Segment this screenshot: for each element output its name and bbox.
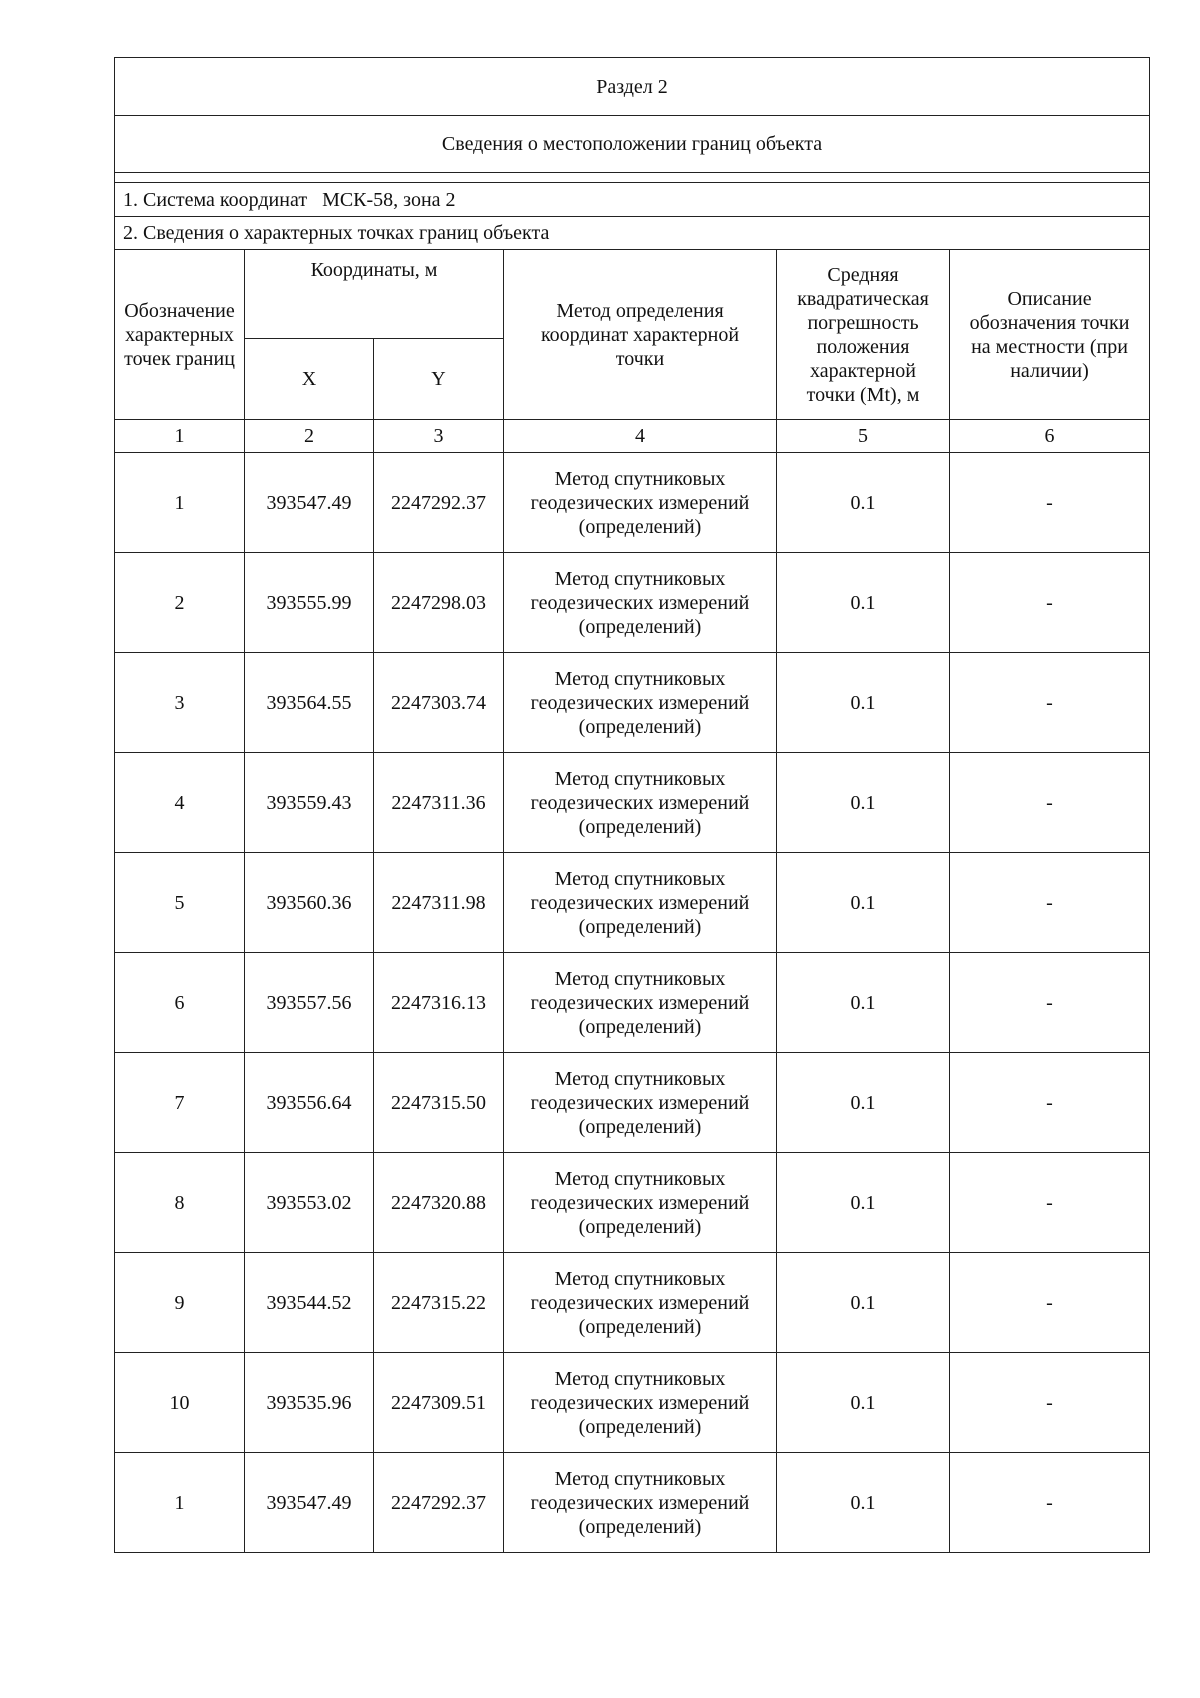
- boundary-table: [114, 57, 1150, 1553]
- header-designation-line: Обозначение: [124, 299, 235, 322]
- method-cell: [504, 1053, 777, 1153]
- description-cell: -: [950, 1253, 1150, 1353]
- method-line: Метод спутниковых: [554, 467, 726, 490]
- method-line: геодезических измерений: [530, 691, 750, 714]
- error-cell: 0.1: [777, 753, 950, 853]
- y-coordinate-cell: 2247311.98: [374, 853, 504, 953]
- method-cell: [504, 1453, 777, 1553]
- method-line: (определений): [578, 1315, 702, 1338]
- description-cell: -: [950, 1453, 1150, 1553]
- description-cell: -: [950, 453, 1150, 553]
- header-coordinates: Координаты, м: [245, 250, 504, 339]
- description-cell: -: [950, 1053, 1150, 1153]
- method-line: Метод спутниковых: [554, 567, 726, 590]
- header-error-line: точки (Mt), м: [806, 383, 920, 406]
- column-number: 6: [950, 420, 1150, 453]
- header-description-line: обозначения точки: [969, 311, 1130, 334]
- table-title: Сведения о местоположении границ объекта: [115, 116, 1150, 173]
- method-line: Метод спутниковых: [554, 867, 726, 890]
- method-line: Метод спутниковых: [554, 1267, 726, 1290]
- table-row: [115, 1253, 1150, 1353]
- point-number-cell: 7: [115, 1053, 245, 1153]
- point-number-cell: 10: [115, 1353, 245, 1453]
- method-cell: [504, 453, 777, 553]
- method-line: (определений): [578, 1515, 702, 1538]
- divider: [115, 173, 1150, 183]
- header-error: [777, 250, 950, 420]
- method-cell: [504, 1253, 777, 1353]
- x-coordinate-cell: 393547.49: [245, 453, 374, 553]
- method-line: геодезических измерений: [530, 1191, 750, 1214]
- header-description-line: Описание: [1007, 287, 1092, 310]
- column-number: 4: [504, 420, 777, 453]
- method-cell: [504, 1353, 777, 1453]
- point-number-cell: 4: [115, 753, 245, 853]
- method-line: (определений): [578, 1115, 702, 1138]
- header-description-line: на местности (при: [971, 335, 1128, 358]
- coordinate-system-value: МСК-58, зона 2: [322, 188, 456, 211]
- x-coordinate-cell: 393535.96: [245, 1353, 374, 1453]
- y-coordinate-cell: 2247315.22: [374, 1253, 504, 1353]
- coordinate-system-row: [115, 183, 1150, 217]
- method-cell: [504, 653, 777, 753]
- section-title: Раздел 2: [115, 58, 1150, 116]
- description-cell: -: [950, 553, 1150, 653]
- y-coordinate-cell: 2247309.51: [374, 1353, 504, 1453]
- method-line: геодезических измерений: [530, 1091, 750, 1114]
- column-number: 5: [777, 420, 950, 453]
- method-line: геодезических измерений: [530, 1391, 750, 1414]
- method-cell: [504, 853, 777, 953]
- method-line: Метод спутниковых: [554, 1467, 726, 1490]
- table-row: [115, 1053, 1150, 1153]
- description-cell: -: [950, 753, 1150, 853]
- document-sheet: [114, 57, 1149, 1553]
- method-line: геодезических измерений: [530, 1491, 750, 1514]
- error-cell: 0.1: [777, 453, 950, 553]
- error-cell: 0.1: [777, 1053, 950, 1153]
- header-error-line: положения: [816, 335, 910, 358]
- method-line: (определений): [578, 1215, 702, 1238]
- point-number-cell: 5: [115, 853, 245, 953]
- error-cell: 0.1: [777, 553, 950, 653]
- point-number-cell: 2: [115, 553, 245, 653]
- x-coordinate-cell: 393544.52: [245, 1253, 374, 1353]
- description-cell: -: [950, 853, 1150, 953]
- header-error-line: Средняя: [827, 263, 899, 286]
- header-designation-line: характерных: [125, 323, 234, 346]
- table-row: [115, 1453, 1150, 1553]
- header-error-line: квадратическая: [797, 287, 929, 310]
- method-line: (определений): [578, 715, 702, 738]
- method-line: (определений): [578, 815, 702, 838]
- method-line: (определений): [578, 1015, 702, 1038]
- error-cell: 0.1: [777, 1353, 950, 1453]
- y-coordinate-cell: 2247316.13: [374, 953, 504, 1053]
- method-line: Метод спутниковых: [554, 1067, 726, 1090]
- error-cell: 0.1: [777, 1153, 950, 1253]
- header-method-line: координат характерной: [540, 323, 740, 346]
- y-coordinate-cell: 2247311.36: [374, 753, 504, 853]
- table-row: [115, 453, 1150, 553]
- header-method-line: точки: [615, 347, 665, 370]
- header-error-line: характерной: [810, 359, 916, 382]
- table-row: [115, 553, 1150, 653]
- description-cell: -: [950, 953, 1150, 1053]
- error-cell: 0.1: [777, 1253, 950, 1353]
- point-number-cell: 1: [115, 453, 245, 553]
- method-line: Метод спутниковых: [554, 1367, 726, 1390]
- point-number-cell: 1: [115, 1453, 245, 1553]
- x-coordinate-cell: 393559.43: [245, 753, 374, 853]
- method-line: Метод спутниковых: [554, 1167, 726, 1190]
- error-cell: 0.1: [777, 853, 950, 953]
- method-line: Метод спутниковых: [554, 667, 726, 690]
- y-coordinate-cell: 2247320.88: [374, 1153, 504, 1253]
- method-line: (определений): [578, 515, 702, 538]
- y-coordinate-cell: 2247303.74: [374, 653, 504, 753]
- header-y: Y: [374, 339, 504, 420]
- method-line: геодезических измерений: [530, 891, 750, 914]
- x-coordinate-cell: 393557.56: [245, 953, 374, 1053]
- header-designation: [115, 250, 245, 420]
- method-line: геодезических измерений: [530, 591, 750, 614]
- points-heading: 2. Сведения о характерных точках границ объекта: [115, 217, 1150, 250]
- x-coordinate-cell: 393564.55: [245, 653, 374, 753]
- point-number-cell: 3: [115, 653, 245, 753]
- x-coordinate-cell: 393547.49: [245, 1453, 374, 1553]
- column-number-row: [115, 420, 1150, 453]
- x-coordinate-cell: 393553.02: [245, 1153, 374, 1253]
- header-description-line: наличии): [1010, 359, 1089, 382]
- method-line: Метод спутниковых: [554, 967, 726, 990]
- description-cell: -: [950, 1353, 1150, 1453]
- y-coordinate-cell: 2247292.37: [374, 1453, 504, 1553]
- point-number-cell: 6: [115, 953, 245, 1053]
- y-coordinate-cell: 2247315.50: [374, 1053, 504, 1153]
- y-coordinate-cell: 2247292.37: [374, 453, 504, 553]
- header-x: X: [245, 339, 374, 420]
- header-method-line: Метод определения: [556, 299, 724, 322]
- header-description: [950, 250, 1150, 420]
- table-row: [115, 1353, 1150, 1453]
- method-line: геодезических измерений: [530, 491, 750, 514]
- y-coordinate-cell: 2247298.03: [374, 553, 504, 653]
- x-coordinate-cell: 393560.36: [245, 853, 374, 953]
- table-row: [115, 853, 1150, 953]
- table-row: [115, 653, 1150, 753]
- coordinate-system-label: 1. Система координат: [123, 188, 308, 211]
- table-row: [115, 953, 1150, 1053]
- header-designation-line: точек границ: [124, 347, 235, 370]
- method-cell: [504, 953, 777, 1053]
- method-cell: [504, 553, 777, 653]
- header-error-line: погрешность: [807, 311, 919, 334]
- error-cell: 0.1: [777, 653, 950, 753]
- column-number: 3: [374, 420, 504, 453]
- method-line: геодезических измерений: [530, 791, 750, 814]
- error-cell: 0.1: [777, 953, 950, 1053]
- column-number: 2: [245, 420, 374, 453]
- method-line: (определений): [578, 915, 702, 938]
- point-number-cell: 8: [115, 1153, 245, 1253]
- description-cell: -: [950, 653, 1150, 753]
- point-number-cell: 9: [115, 1253, 245, 1353]
- description-cell: -: [950, 1153, 1150, 1253]
- x-coordinate-cell: 393555.99: [245, 553, 374, 653]
- method-line: геодезических измерений: [530, 1291, 750, 1314]
- method-line: геодезических измерений: [530, 991, 750, 1014]
- column-number: 1: [115, 420, 245, 453]
- table-row: [115, 1153, 1150, 1253]
- error-cell: 0.1: [777, 1453, 950, 1553]
- header-method: [504, 250, 777, 420]
- method-line: (определений): [578, 615, 702, 638]
- table-row: [115, 753, 1150, 853]
- method-cell: [504, 1153, 777, 1253]
- method-cell: [504, 753, 777, 853]
- method-line: (определений): [578, 1415, 702, 1438]
- method-line: Метод спутниковых: [554, 767, 726, 790]
- x-coordinate-cell: 393556.64: [245, 1053, 374, 1153]
